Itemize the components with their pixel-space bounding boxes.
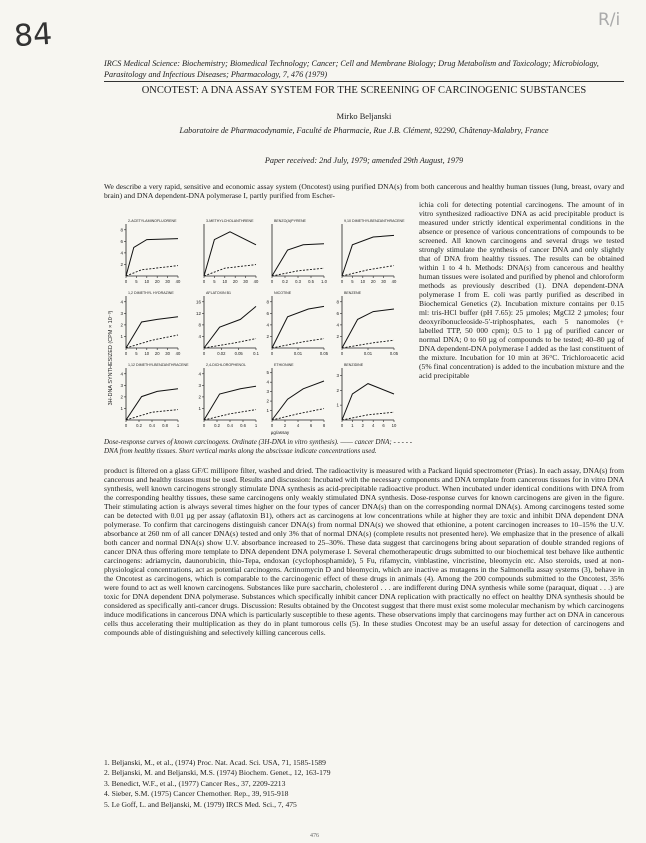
reference-list xyxy=(104,758,624,810)
panel-title: BENZO(A)PYRENE xyxy=(274,219,306,223)
x-tick-label: 0.2 xyxy=(136,423,142,428)
x-tick-label: 0 xyxy=(202,351,206,356)
healthy-dna-curve xyxy=(342,412,394,420)
x-tick-label: 20 xyxy=(232,279,238,284)
x-tick-label: 0.05 xyxy=(389,351,399,356)
x-tick-label: 1 xyxy=(254,423,258,428)
x-tick-label: 20 xyxy=(154,351,160,356)
x-tick-label: 0 xyxy=(340,423,344,428)
x-tick-label: 8 xyxy=(322,423,326,428)
x-tick-label: 4 xyxy=(296,423,300,428)
cancer-dna-curve xyxy=(272,381,324,420)
y-tick-label: 8 xyxy=(120,227,123,233)
x-tick-label: 5 xyxy=(135,351,138,356)
x-tick-label: 6 xyxy=(309,423,313,428)
y-tick-label: 4 xyxy=(120,371,123,377)
x-tick-label: 0.05 xyxy=(234,351,243,356)
dose-response-figure xyxy=(104,208,416,436)
y-tick-label: 6 xyxy=(266,310,269,316)
x-tick-label: 0.02 xyxy=(217,351,226,356)
x-tick-label: 0.05 xyxy=(319,351,329,356)
y-tick-label: 4 xyxy=(198,333,201,339)
x-tick-label: 0.8 xyxy=(162,423,168,428)
x-tick-label: 30 xyxy=(243,279,248,284)
y-tick-label: 4 xyxy=(120,299,123,305)
x-tick-label: 10 xyxy=(144,351,150,356)
panel-title: BENZENE xyxy=(344,291,361,295)
x-tick-label: 0 xyxy=(270,279,274,284)
panel-title: ETHIONINE xyxy=(274,363,294,367)
x-tick-label: 6 xyxy=(382,423,385,428)
x-tick-label: 10 xyxy=(144,279,150,284)
received-date: Paper received: 2nd July, 1979; amended 29th August, 1979 xyxy=(264,156,464,165)
x-tick-label: 0.4 xyxy=(149,423,155,428)
panel-title: 3-METHYLCHOLANTHRENE xyxy=(206,219,254,223)
cancer-dna-curve xyxy=(126,317,178,348)
x-tick-label: 20 xyxy=(370,279,376,284)
cancer-dna-curve xyxy=(342,235,394,276)
y-tick-label: 3 xyxy=(198,382,201,388)
x-tick-label: 30 xyxy=(381,279,386,284)
healthy-dna-curve xyxy=(342,266,394,276)
figure-caption: Dose-response curves of known carcinogens. Ordinate (3H-DNA in vitro synthesis). —— cancer DNA; - - - - - DNA from healthy tissues. Short vertical marks along the abscissae indicate concentrations used. xyxy=(104,438,413,455)
x-tick-label: 2 xyxy=(361,423,364,428)
y-tick-label: 4 xyxy=(266,379,269,385)
x-tick-label: 10 xyxy=(222,279,228,284)
x-tick-label: 0 xyxy=(270,351,274,356)
y-tick-label: 12 xyxy=(195,310,201,316)
panel-title: 2-ACETYLAMINOFLUORENE xyxy=(128,219,177,223)
cancer-dna-curve xyxy=(204,386,256,420)
y-tick-label: 2 xyxy=(266,333,269,339)
intro-paragraph: We describe a very rapid, sensitive and economic assay system (Oncotest) using purified DNA(s) from both cancerous and healthy human tissues (lung, breast, ovary and brain) and DNA dependent-DNA polymerase I, partly purified from Escher- xyxy=(104,182,624,200)
cancer-dna-curve xyxy=(126,389,178,420)
healthy-dna-curve xyxy=(204,339,256,348)
affiliation: Laboratoire de Pharmacodynamie, Faculté de Pharmacie, Rue J.B. Clément, 92290, Châtenay-Malabry, France xyxy=(179,126,549,135)
y-tick-label: 4 xyxy=(336,322,339,328)
y-tick-label: 1 xyxy=(198,405,201,411)
y-tick-label: 1 xyxy=(336,402,339,408)
y-tick-label: 8 xyxy=(198,322,201,328)
x-tick-label: 0 xyxy=(270,423,274,428)
x-tick-label: 0 xyxy=(124,423,128,428)
methods-column: ichia coli for detecting potential carcinogens. The amount of in vitro synthesized radioactive DNA as acid precipitable product is measured under strictly identical experimental conditions in the absence or presence of various concentrations of compounds to be screened. All known carcinogens and several drugs we tested strongly stimulate the synthesis of cancer DNA and only slightly that of DNA from healthy tissues. The results can be obtained within 1 to 4 h. Methods: DNA(s) from cancerous and healthy human tissues were isolated and purified by phenol and chloroform methods as previously described (1). DNA dependent-DNA polymerase I from E. coli was partly purified as described in Biochemical Genetics (2). Incubation mixture contains per 0.15 ml: tris-HCl buffer (pH 7.65): 25 µmoles; MgCl2 2 µmoles; four deoxyribonucleoside-5'-triphosphates, each 5 nanomoles (+ labelled TTP, 50 000 cpm); 0.5 to 1 µg of purified cancer or normal DNA; 0 to 60 µg of compounds to be tested; 40–80 µg of DNA dependent-DNA polymerase I added as the last constituent of the mixture. Incubation for 10 min at 36°C. Trichloroacetic acid (5% final concentration) is added to the incubation mixture and the acid precipitable xyxy=(419,200,624,380)
y-tick-label: 3 xyxy=(336,372,339,378)
x-tick-label: 5 xyxy=(135,279,138,284)
reference-item: 1. Beljanski, M., et al., (1974) Proc. Nat. Acad. Sci. USA, 71, 1585-1589 xyxy=(104,758,326,767)
healthy-dna-curve xyxy=(204,265,256,276)
y-tick-label: 8 xyxy=(266,299,269,305)
handwritten-corner-mark: R/i xyxy=(598,10,621,30)
x-tick-label: 30 xyxy=(165,351,170,356)
x-tick-label: 0.2 xyxy=(282,279,288,284)
y-tick-label: 2 xyxy=(266,398,269,404)
y-tick-label: 2 xyxy=(336,387,339,393)
paper-title: ONCOTEST: A DNA ASSAY SYSTEM FOR THE SCREENING OF CARCINOGENIC SUBSTANCES xyxy=(141,85,587,96)
x-tick-label: 0.5 xyxy=(308,279,314,284)
x-tick-label: 0 xyxy=(340,279,344,284)
x-axis-unit-label: µg/assay xyxy=(270,430,290,435)
y-tick-label: 3 xyxy=(120,382,123,388)
y-tick-label: 2 xyxy=(120,394,123,400)
panel-title: 1,12 DIMETHYLBENZANTHRACENE xyxy=(128,363,189,367)
cancer-dna-curve xyxy=(342,309,394,348)
x-tick-label: 2 xyxy=(283,423,287,428)
y-tick-label: 1 xyxy=(266,408,269,414)
y-axis-label: 3H-DNA SYNTHESIZED (CPM × 10⁻³) xyxy=(108,310,114,406)
x-tick-label: 0.01 xyxy=(363,351,373,356)
y-tick-label: 6 xyxy=(120,238,123,244)
x-tick-label: 40 xyxy=(391,279,397,284)
y-tick-label: 8 xyxy=(336,299,339,305)
healthy-dna-curve xyxy=(342,340,394,348)
results-discussion-text: product is filtered on a glass GF/C millipore filter, washed and dried. The radioactivity is measured with a Packard liquid spectrometer (Prias). In each assay, DNA(s) from cancerous and healthy tissues must be used. Results and discussion: Incubated with the necessary components and DNA template from cancerous tissues for in vitro DNA synthesis, well known carcinogens strongly stimulate DNA synthesis as acid-precipitable radioactive product. When incubated under identical conditions with DNA from the corresponding healthy tissues, these same carcinogens only weakly stimulated DNA synthesis. Dose-response curves for known carcinogens are given in the figure. Their stimulating action is always several times higher on the four types of cancer DNA(s) than on the corresponding normal DNA(s). Among carcinogens tested some can be detected with 0.01 µg per assay (aflatoxin B1), others act as carcinogens at low concentrations while at higher they are toxic and inhibit DNA dependent DNA polymerase. To confirm that carcinogens distinguish cancer DNA(s) from normal DNA(s) we showed that ethionine, a potent carcinogen increases to 10–15% the U.V. absorbance at 260 nm of all cancer DNA(s) tested and only 3% that of normal DNA(s) (complete results not presented here). We emphasize that in the presence of alkali both cancer and normal DNA(s) show U.V. absorbance increased to 25–30%. These data suggest that carcinogens bring about separation of double stranded regions of cancer DNA thus offering more template to DNA dependent DNA polymerase I. Several chemotherapeutic drugs submitted to our biochemical test behave like authentic carcinogens: adriamycin, daunorubicin, thio-Tepa, endoxan (cyclophosphamide), 5 Fu, rifamycin, vinblastine, vincristine, bleomycin etc. Also steroids, used at non-physiological concentrations, act as potential carcinogens. Actinomycin D and bleomycin, which are inactive as mutagens in the Salmonella assay systems (3), behave in the Oncotest as carcinogens, which is comparable to the carcinogenic effect of these drugs in animals (4). Among the 200 compounds submitted to the Oncotest, 35% were found to act as well known carcinogens. Substances like pure saccharin, cholesterol . . . are indifferent during DNA synthesis while some (paraquat, diquat . . .) are toxic for DNA dependent DNA polymerase. Substances which specifically inhibit cancer DNA replication with practically no effect on healthy DNA synthesis should be considered as specifically anti-cancer drugs. Discussion: Results obtained by the Oncotest suggest that there must exist some molecular mechanism by which carcinogens induce modifications in cancerous DNA which is particularly susceptible to these agents. These observations imply that carcinogens may further act on DNA in cancerous cells thus accelerating their multiplication as they do in plant tumorous cells (5). In these studies Oncotest may be an useful assay for detection of carcinogens and compounds able of distinguishing and selectively killing cancerous cells. xyxy=(104,466,624,637)
x-tick-label: 0.2 xyxy=(214,423,220,428)
x-tick-label: 0 xyxy=(340,351,344,356)
x-tick-label: 30 xyxy=(165,279,170,284)
y-tick-label: 16 xyxy=(195,299,201,305)
panel-title: 9,10 DIMETHYLBENZANTHRACENE xyxy=(344,219,405,223)
x-tick-label: 40 xyxy=(175,351,181,356)
healthy-dna-curve xyxy=(126,266,178,276)
x-tick-label: 10 xyxy=(360,279,366,284)
reference-item: 2. Beljanski, M. and Beljanski, M.S. (1974) Biochem. Genet., 12, 163-179 xyxy=(104,768,331,778)
x-tick-label: 0.3 xyxy=(295,279,301,284)
x-tick-label: 0 xyxy=(124,279,128,284)
journal-header: IRCS Medical Science: Biochemistry; Biomedical Technology; Cancer; Cell and Membrane Biology; Drug Metabolism and Toxicology; Microbiology, Parasitology and Infectious Diseases; Pharmacology, 7, 476 (1979) xyxy=(104,59,599,79)
y-tick-label: 3 xyxy=(266,389,269,395)
x-tick-label: 0.6 xyxy=(240,423,246,428)
panel-title: 1,2 DIMETHYL HYDRAZINE xyxy=(128,291,174,295)
x-tick-label: 0 xyxy=(202,279,206,284)
panel-title: NICOTINE xyxy=(274,291,292,295)
healthy-dna-curve xyxy=(272,268,324,276)
y-tick-label: 1 xyxy=(120,405,123,411)
x-tick-label: 1.0 xyxy=(321,279,327,284)
x-tick-label: 1 xyxy=(351,423,354,428)
reference-item: 5. Le Goff, L. and Beljanski, M. (1979) IRCS Med. Sci., 7, 475 xyxy=(104,799,297,809)
y-tick-label: 1 xyxy=(120,333,123,339)
header-rule xyxy=(104,81,624,82)
y-tick-label: 5 xyxy=(266,370,269,376)
x-tick-label: 20 xyxy=(154,279,160,284)
cancer-dna-curve xyxy=(204,306,256,348)
x-tick-label: 1 xyxy=(176,423,180,428)
panel-title: 2,4-DICHLOROPHENOL xyxy=(206,363,246,367)
cancer-dna-curve xyxy=(126,239,178,276)
handwritten-page-number: 84 xyxy=(12,16,54,55)
author-name: Mirko Beljanski xyxy=(336,112,392,121)
x-tick-label: 5 xyxy=(213,279,216,284)
x-tick-label: 40 xyxy=(253,279,259,284)
healthy-dna-curve xyxy=(126,410,178,420)
reference-item: 3. Benedict, W.F., et al., (1977) Cancer Res., 37, 2209-2213 xyxy=(104,778,286,788)
y-tick-label: 4 xyxy=(120,250,123,256)
y-tick-label: 2 xyxy=(336,333,339,339)
healthy-dna-curve xyxy=(204,410,256,420)
x-tick-label: 5 xyxy=(351,279,354,284)
x-tick-label: 0 xyxy=(202,423,206,428)
x-tick-label: 0 xyxy=(124,351,128,356)
cancer-dna-curve xyxy=(272,306,324,348)
y-tick-label: 4 xyxy=(198,371,201,377)
healthy-dna-curve xyxy=(272,339,324,348)
reference-item: 4. Sieber, S.M. (1975) Cancer Chemother. Rep., 39, 915-918 xyxy=(104,789,289,799)
x-tick-label: 4 xyxy=(372,423,375,428)
x-tick-label: 40 xyxy=(175,279,181,284)
y-tick-label: 3 xyxy=(120,310,123,316)
footer-mark: 476 xyxy=(310,833,319,839)
panel-title: BENZIDINE xyxy=(344,363,364,367)
y-tick-label: 2 xyxy=(198,394,201,400)
y-tick-label: 2 xyxy=(120,322,123,328)
healthy-dna-curve xyxy=(126,335,178,348)
x-tick-label: 0.01 xyxy=(293,351,303,356)
x-tick-label: 0.1 xyxy=(253,351,259,356)
y-tick-label: 4 xyxy=(266,322,269,328)
x-tick-label: 10 xyxy=(391,423,397,428)
panel-title: AFLATOXIN B1 xyxy=(206,291,232,295)
cancer-dna-curve xyxy=(204,232,256,276)
cancer-dna-curve xyxy=(342,384,394,420)
y-tick-label: 6 xyxy=(336,310,339,316)
y-tick-label: 2 xyxy=(120,261,123,267)
x-tick-label: 0.4 xyxy=(227,423,233,428)
